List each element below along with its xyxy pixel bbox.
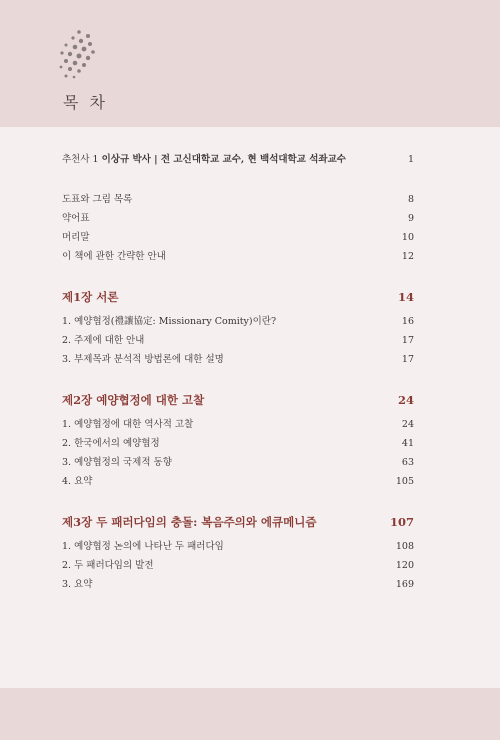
toc-entry-label: 머리말 bbox=[62, 232, 90, 243]
toc-entry-label: 2. 주제에 대한 안내 bbox=[62, 335, 145, 346]
toc-entry-label: 이 책에 관한 간략한 안내 bbox=[62, 251, 166, 262]
toc-page-number: 17 bbox=[401, 335, 414, 346]
toc-entry[interactable] bbox=[62, 247, 414, 266]
toc-recommendation-row[interactable] bbox=[62, 150, 414, 169]
toc-page-number: 107 bbox=[389, 515, 414, 529]
toc-entry[interactable] bbox=[62, 331, 414, 350]
table-of-contents bbox=[62, 150, 414, 594]
toc-entry-label: 3. 예양협정의 국제적 동향 bbox=[62, 457, 172, 468]
toc-page-number: 24 bbox=[397, 393, 414, 407]
toc-entry[interactable] bbox=[62, 209, 414, 228]
chapter-2-heading[interactable] bbox=[62, 390, 414, 411]
toc-page-number: 105 bbox=[395, 476, 414, 487]
toc-page-number: 41 bbox=[401, 438, 414, 449]
toc-entry-label: 2. 한국에서의 예양협정 bbox=[62, 438, 160, 449]
recommendation-text: 이상규 박사 | 전 고신대학교 교수, 현 백석대학교 석좌교수 bbox=[101, 154, 346, 165]
toc-entry-label: 1. 예양협정에 대한 역사적 고찰 bbox=[62, 419, 194, 430]
toc-page-number: 1 bbox=[407, 154, 414, 165]
toc-page-number: 120 bbox=[395, 560, 414, 571]
toc-page-number: 24 bbox=[401, 419, 414, 430]
toc-entry[interactable] bbox=[62, 228, 414, 247]
toc-page-number: 10 bbox=[401, 232, 414, 243]
toc-page-number: 17 bbox=[401, 354, 414, 365]
toc-page-number: 169 bbox=[395, 579, 414, 590]
toc-entry-label bbox=[62, 150, 346, 169]
chapter-1-heading[interactable] bbox=[62, 287, 414, 308]
toc-page-number: 12 bbox=[401, 251, 414, 262]
toc-entry[interactable] bbox=[62, 415, 414, 434]
chapter-title: 제2장 예양협정에 대한 고찰 bbox=[62, 393, 205, 407]
toc-entry-label: 1. 예양협정 논의에 나타난 두 패러다임 bbox=[62, 541, 224, 552]
toc-entry[interactable] bbox=[62, 575, 414, 594]
toc-entry[interactable] bbox=[62, 190, 414, 209]
toc-entry-label: 4. 요약 bbox=[62, 476, 93, 487]
toc-page-number: 108 bbox=[395, 541, 414, 552]
toc-entry-label: 2. 두 패러다임의 발전 bbox=[62, 560, 154, 571]
toc-entry-label: 도표와 그림 목록 bbox=[62, 194, 133, 205]
chapter-3-heading[interactable] bbox=[62, 512, 414, 533]
toc-page-number: 16 bbox=[401, 316, 414, 327]
toc-title: 목 차 bbox=[63, 93, 108, 112]
toc-entry[interactable] bbox=[62, 312, 414, 331]
toc-entry-label: 1. 예양협정(禮讓協定: Missionary Comity)이란? bbox=[62, 316, 277, 327]
toc-entry[interactable] bbox=[62, 472, 414, 491]
toc-page-number: 14 bbox=[397, 290, 414, 304]
toc-entry-label: 3. 요약 bbox=[62, 579, 93, 590]
recommendation-prefix: 추천사 1 bbox=[62, 154, 102, 165]
toc-entry[interactable] bbox=[62, 350, 414, 369]
toc-entry-label: 약어표 bbox=[62, 213, 90, 224]
toc-page-number: 9 bbox=[407, 213, 414, 224]
header-band bbox=[0, 0, 500, 127]
toc-entry[interactable] bbox=[62, 434, 414, 453]
chapter-title: 제1장 서론 bbox=[62, 290, 119, 304]
toc-entry-label: 3. 부제목과 분석적 방법론에 대한 설명 bbox=[62, 354, 224, 365]
toc-page-number: 8 bbox=[407, 194, 414, 205]
toc-entry[interactable] bbox=[62, 556, 414, 575]
footer-band bbox=[0, 688, 500, 740]
toc-page-number: 63 bbox=[401, 457, 414, 468]
chapter-title: 제3장 두 패러다임의 충돌: 복음주의와 에큐메니즘 bbox=[62, 515, 317, 529]
toc-entry[interactable] bbox=[62, 453, 414, 472]
toc-entry[interactable] bbox=[62, 537, 414, 556]
dot-cluster-logo-icon bbox=[57, 28, 97, 80]
